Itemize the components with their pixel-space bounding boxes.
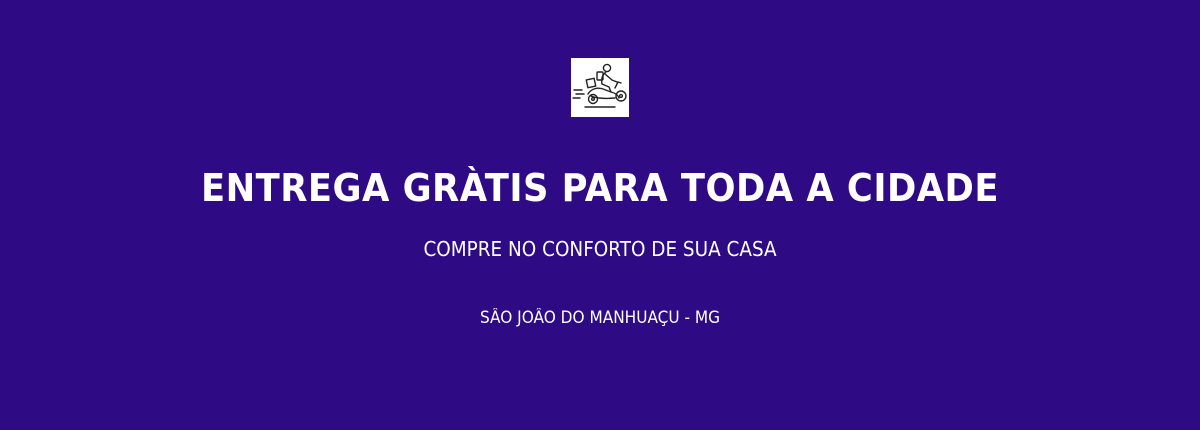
headline: ENTREGA GRÀTIS PARA TODA A CIDADE [201,166,999,210]
delivery-logo [571,58,629,117]
location-text: SÂO JOÂO DO MANHUAÇU - MG [479,308,721,327]
subheadline: COMPRE NO CONFORTO DE SUA CASA [423,237,777,261]
delivery-scooter-icon [571,58,629,117]
